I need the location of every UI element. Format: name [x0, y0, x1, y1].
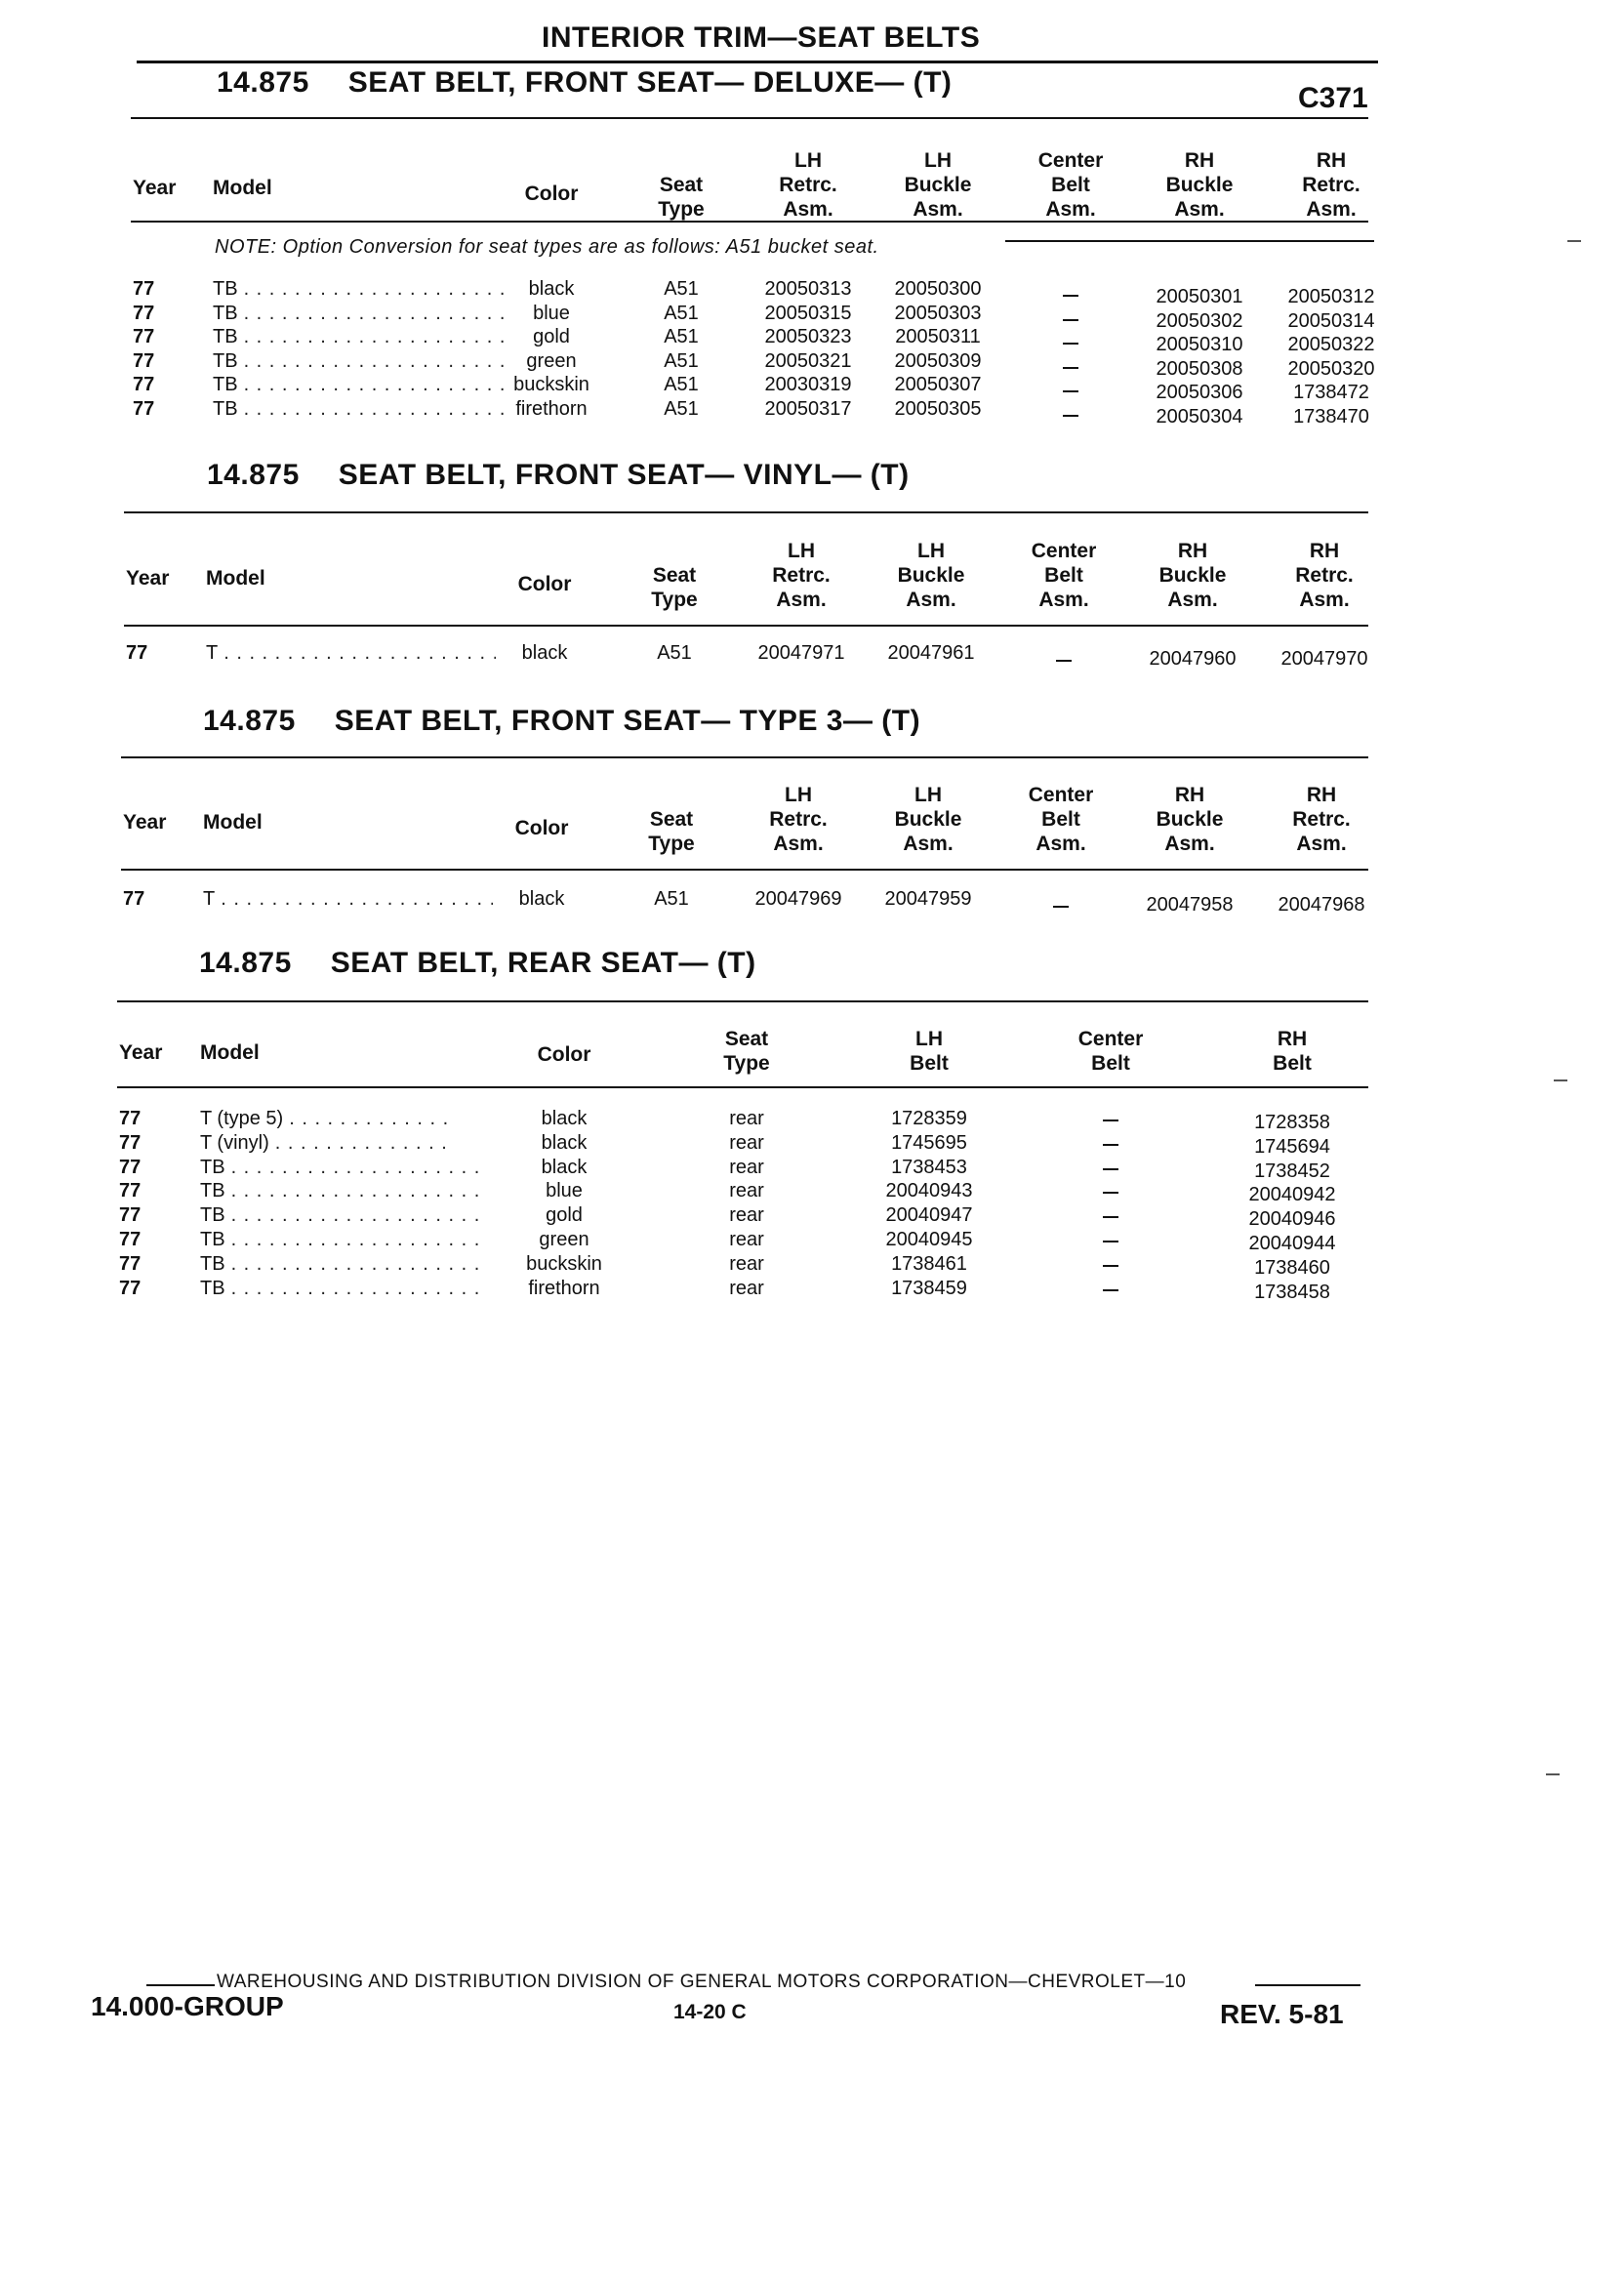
- dash-mark: [1063, 367, 1078, 369]
- seat-type-cell: A51: [657, 642, 692, 664]
- center-cell: [1037, 1278, 1184, 1300]
- part-number-cell: 20050322: [1287, 334, 1375, 355]
- dot-leader: [231, 1204, 483, 1227]
- part-number-cell: 1728359: [891, 1108, 967, 1129]
- part-number-cell: 20050301: [1156, 286, 1243, 307]
- center-cell: [1037, 1180, 1184, 1202]
- section-top-rule: [124, 511, 1368, 513]
- part-number-cell: 1738461: [891, 1252, 967, 1275]
- header-rule: [117, 1086, 1368, 1088]
- dash-mark: [1103, 1192, 1118, 1194]
- part-number-cell: 1745694: [1254, 1135, 1330, 1158]
- year-cell: 77: [133, 349, 155, 372]
- year-cell: 77: [119, 1252, 142, 1275]
- dot-leader: [231, 1180, 483, 1202]
- column-header: Center Belt Asm.: [1031, 540, 1097, 611]
- dash-mark: [1103, 1120, 1118, 1121]
- center-cell: [1037, 1204, 1184, 1227]
- dash-mark: [1053, 906, 1069, 908]
- center-cell: [1037, 1157, 1184, 1179]
- part-number-cell: 20050305: [894, 397, 982, 420]
- column-header: LH Retrc. Asm.: [769, 784, 828, 855]
- seat-type-cell: A51: [664, 326, 699, 347]
- page-title: INTERIOR TRIM—SEAT BELTS: [542, 21, 981, 54]
- year-cell: 77: [119, 1156, 142, 1178]
- model-cell: [206, 642, 496, 665]
- center-cell: [997, 307, 1144, 330]
- model-cell: [200, 1108, 455, 1130]
- part-number-cell: 20050300: [894, 278, 982, 300]
- header-rule: [131, 221, 1368, 223]
- model-text: TB: [213, 326, 238, 347]
- year-cell: 77: [133, 278, 155, 300]
- footer-rule-left: [146, 1984, 215, 1986]
- part-number-cell: 20040942: [1248, 1184, 1336, 1206]
- year-cell: 77: [119, 1131, 142, 1154]
- year-cell: 77: [133, 326, 155, 347]
- part-number-cell: 20050309: [894, 349, 982, 372]
- dot-leader: [231, 1278, 483, 1300]
- model-cell: [213, 398, 506, 421]
- center-cell: [997, 379, 1144, 401]
- section-title: [217, 66, 952, 100]
- part-number-cell: 20050313: [764, 278, 852, 300]
- section-top-rule: [117, 1000, 1368, 1002]
- section-top-rule: [121, 756, 1368, 758]
- seat-type-cell: A51: [654, 888, 689, 910]
- column-header: Center Belt Asm.: [1028, 784, 1094, 855]
- model-text: TB: [200, 1252, 225, 1275]
- section-name: SEAT BELT, REAR SEAT— (T): [330, 947, 756, 979]
- color-cell: blue: [546, 1180, 583, 1202]
- dash-mark: [1063, 319, 1078, 321]
- seat-type-cell: A51: [664, 278, 699, 300]
- part-number-cell: 1738472: [1293, 382, 1369, 403]
- part-number-cell: 20050308: [1156, 357, 1243, 380]
- column-header: Model: [206, 567, 265, 590]
- part-number-cell: 20050302: [1156, 309, 1243, 332]
- color-cell: black: [541, 1131, 588, 1154]
- dash-mark: [1063, 415, 1078, 417]
- footer-group: 14.000-GROUP: [91, 1991, 284, 2021]
- center-cell: [997, 403, 1144, 426]
- column-header: Center Belt: [1077, 1028, 1144, 1075]
- model-cell: [200, 1253, 483, 1276]
- seat-type-cell: rear: [729, 1156, 764, 1178]
- dot-leader: [289, 1108, 455, 1130]
- year-cell: 77: [133, 397, 155, 420]
- column-header: Model: [213, 177, 272, 199]
- dot-leader: [244, 278, 506, 301]
- part-number-cell: 20040943: [885, 1180, 973, 1202]
- section-name: SEAT BELT, FRONT SEAT— DELUXE— (T): [347, 66, 953, 99]
- column-header: Year: [133, 177, 177, 199]
- part-number-cell: 20050317: [764, 397, 852, 420]
- seat-type-cell: rear: [729, 1131, 764, 1154]
- part-number-cell: 20047969: [754, 888, 842, 910]
- part-number-cell: 20047970: [1280, 648, 1368, 670]
- part-number-cell: 20050310: [1156, 334, 1243, 355]
- model-text: T (vinyl): [200, 1131, 269, 1154]
- dash-mark: [1063, 343, 1078, 345]
- part-number-cell: 20050314: [1287, 309, 1375, 332]
- part-number-cell: 20040946: [1248, 1208, 1336, 1231]
- column-header: Seat Type: [658, 174, 705, 221]
- color-cell: black: [541, 1156, 588, 1178]
- column-header: Color: [524, 183, 579, 205]
- seat-type-cell: A51: [664, 302, 699, 324]
- seat-type-cell: rear: [729, 1277, 764, 1299]
- part-number-cell: 20050323: [764, 326, 852, 347]
- column-header: LH Retrc. Asm.: [779, 149, 837, 221]
- year-cell: 77: [119, 1277, 142, 1299]
- dash-mark: [1056, 660, 1072, 662]
- edge-mark: [1554, 1079, 1567, 1081]
- page-code: C371: [1298, 82, 1368, 114]
- seat-type-cell: rear: [729, 1229, 764, 1250]
- model-text: TB: [213, 397, 238, 420]
- section-title: [199, 947, 756, 980]
- part-number-cell: 20050315: [764, 302, 852, 324]
- model-cell: [213, 374, 506, 396]
- model-text: TB: [200, 1204, 225, 1227]
- color-cell: blue: [533, 302, 570, 324]
- column-header: Year: [123, 811, 167, 834]
- part-number-cell: 20047958: [1146, 894, 1234, 916]
- dot-leader: [275, 1132, 452, 1155]
- column-header: RH Belt: [1273, 1028, 1312, 1075]
- center-cell: [991, 648, 1137, 671]
- header-rule: [121, 869, 1368, 871]
- column-header: Color: [517, 573, 572, 595]
- dot-leader: [244, 350, 506, 373]
- model-cell: [213, 326, 506, 348]
- model-cell: [200, 1204, 483, 1227]
- edge-mark: [1567, 240, 1581, 242]
- column-header: RH Retrc. Asm.: [1292, 784, 1351, 855]
- part-number-cell: 1738470: [1293, 405, 1369, 428]
- color-cell: green: [539, 1229, 589, 1250]
- part-number-cell: 20050304: [1156, 405, 1243, 428]
- model-text: T: [206, 642, 219, 664]
- dash-mark: [1063, 295, 1078, 297]
- center-cell: [997, 283, 1144, 305]
- column-header: RH Buckle Asm.: [1158, 540, 1227, 611]
- section-name: SEAT BELT, FRONT SEAT— VINYL— (T): [338, 459, 910, 491]
- model-text: TB: [213, 278, 238, 300]
- column-header: RH Buckle Asm.: [1156, 784, 1224, 855]
- model-text: T: [203, 888, 216, 910]
- color-cell: firethorn: [528, 1277, 600, 1299]
- seat-type-cell: rear: [729, 1204, 764, 1227]
- dash-mark: [1103, 1265, 1118, 1267]
- year-cell: 77: [119, 1180, 142, 1202]
- dot-leader: [244, 398, 506, 421]
- part-number-cell: 20047968: [1278, 894, 1365, 916]
- model-cell: [200, 1132, 452, 1155]
- part-number-cell: 1738458: [1254, 1281, 1330, 1303]
- center-cell: [988, 894, 1134, 916]
- part-number-cell: 20047971: [757, 642, 845, 664]
- color-cell: green: [526, 349, 577, 372]
- dash-mark: [1103, 1144, 1118, 1146]
- column-header: Seat Type: [651, 564, 698, 611]
- dash-mark: [1063, 390, 1078, 392]
- dot-leader: [223, 642, 496, 665]
- model-text: T (type 5): [200, 1108, 284, 1129]
- model-cell: [200, 1180, 483, 1202]
- seat-type-cell: A51: [664, 349, 699, 372]
- dash-mark: [1103, 1241, 1118, 1242]
- dot-leader: [244, 374, 506, 396]
- part-number-cell: 20050312: [1287, 286, 1375, 307]
- center-cell: [997, 331, 1144, 353]
- part-number-cell: 20050320: [1287, 357, 1375, 380]
- seat-type-cell: rear: [729, 1180, 764, 1202]
- dash-mark: [1103, 1216, 1118, 1218]
- center-cell: [997, 355, 1144, 378]
- part-number-cell: 1745695: [891, 1131, 967, 1154]
- model-cell: [203, 888, 493, 911]
- column-header: Color: [537, 1043, 591, 1066]
- section-top-rule: [131, 117, 1368, 119]
- color-cell: buckskin: [513, 374, 589, 395]
- footer-division-text: WAREHOUSING AND DISTRIBUTION DIVISION OF GENERAL MOTORS CORPORATION—CHEVROLET—10: [217, 1972, 1187, 1992]
- center-cell: [1037, 1253, 1184, 1276]
- color-cell: gold: [533, 326, 570, 347]
- footer-revision: REV. 5-81: [1220, 1999, 1344, 2029]
- color-cell: gold: [546, 1204, 583, 1227]
- part-number-cell: 20050321: [764, 349, 852, 372]
- center-cell: [1037, 1108, 1184, 1130]
- footer-rule-right: [1255, 1984, 1360, 1986]
- model-text: TB: [200, 1156, 225, 1178]
- section-number: 14.875: [217, 66, 309, 99]
- column-header: Year: [126, 567, 170, 590]
- model-text: TB: [200, 1180, 225, 1202]
- seat-type-cell: A51: [664, 397, 699, 420]
- model-text: TB: [200, 1277, 225, 1299]
- part-number-cell: 20030319: [764, 374, 852, 395]
- column-header: LH Retrc. Asm.: [772, 540, 831, 611]
- model-cell: [200, 1229, 483, 1251]
- part-number-cell: 1728358: [1254, 1112, 1330, 1133]
- header-rule: [124, 625, 1368, 627]
- column-header: Seat Type: [648, 808, 695, 855]
- dot-leader: [231, 1253, 483, 1276]
- edge-mark: [1546, 1773, 1560, 1775]
- year-cell: 77: [133, 374, 155, 395]
- part-number-cell: 20050306: [1156, 382, 1243, 403]
- column-header: RH Retrc. Asm.: [1302, 149, 1360, 221]
- column-header: LH Belt: [910, 1028, 949, 1075]
- part-number-cell: 1738452: [1254, 1160, 1330, 1182]
- column-header: LH Buckle Asm.: [897, 540, 965, 611]
- section-number: 14.875: [199, 947, 292, 979]
- dash-mark: [1103, 1168, 1118, 1170]
- part-number-cell: 20040947: [885, 1204, 973, 1227]
- part-number-cell: 1738453: [891, 1156, 967, 1178]
- part-number-cell: 20040945: [885, 1229, 973, 1250]
- column-header: LH Buckle Asm.: [904, 149, 972, 221]
- section-number: 14.875: [207, 459, 300, 491]
- column-header: LH Buckle Asm.: [894, 784, 962, 855]
- column-header: Model: [200, 1041, 260, 1064]
- dot-leader: [244, 326, 506, 348]
- color-cell: black: [521, 642, 568, 664]
- model-cell: [200, 1278, 483, 1300]
- column-header: RH Retrc. Asm.: [1295, 540, 1354, 611]
- color-cell: buckskin: [526, 1252, 602, 1275]
- part-number-cell: 20050311: [895, 326, 981, 347]
- column-header: RH Buckle Asm.: [1165, 149, 1234, 221]
- section-title: [203, 705, 920, 738]
- title-rule: [137, 61, 1378, 63]
- model-text: TB: [213, 349, 238, 372]
- year-cell: 77: [119, 1229, 142, 1250]
- model-text: TB: [213, 302, 238, 324]
- part-number-cell: 20047961: [887, 642, 975, 664]
- year-cell: 77: [123, 888, 145, 910]
- dot-leader: [221, 888, 493, 911]
- model-cell: [213, 350, 506, 373]
- part-number-cell: 1738460: [1254, 1256, 1330, 1279]
- section-number: 14.875: [203, 705, 296, 737]
- color-cell: black: [518, 888, 565, 910]
- dot-leader: [244, 303, 506, 325]
- table-note: NOTE: Option Conversion for seat types are as follows: A51 bucket seat.: [215, 236, 879, 258]
- dot-leader: [231, 1157, 483, 1179]
- note-rule: [1005, 240, 1374, 242]
- model-cell: [213, 278, 506, 301]
- color-cell: firethorn: [515, 397, 588, 420]
- part-number-cell: 20050303: [894, 302, 982, 324]
- part-number-cell: 20040944: [1248, 1233, 1336, 1254]
- model-text: TB: [200, 1229, 225, 1250]
- year-cell: 77: [119, 1108, 142, 1129]
- model-cell: [200, 1157, 483, 1179]
- column-header: Model: [203, 811, 263, 834]
- part-number-cell: 1738459: [891, 1277, 967, 1299]
- seat-type-cell: rear: [729, 1252, 764, 1275]
- footer-page-number: 14-20 C: [673, 2001, 747, 2023]
- color-cell: black: [541, 1108, 588, 1129]
- year-cell: 77: [133, 302, 155, 324]
- seat-type-cell: rear: [729, 1108, 764, 1129]
- part-number-cell: 20047959: [884, 888, 972, 910]
- seat-type-cell: A51: [664, 374, 699, 395]
- dot-leader: [231, 1229, 483, 1251]
- center-cell: [1037, 1229, 1184, 1251]
- color-cell: black: [528, 278, 575, 300]
- part-number-cell: 20047960: [1149, 648, 1237, 670]
- model-cell: [213, 303, 506, 325]
- center-cell: [1037, 1132, 1184, 1155]
- year-cell: 77: [119, 1204, 142, 1227]
- column-header: Color: [514, 817, 569, 839]
- column-header: Year: [119, 1041, 163, 1064]
- section-name: SEAT BELT, FRONT SEAT— TYPE 3— (T): [334, 705, 921, 737]
- column-header: Center Belt Asm.: [1037, 149, 1104, 221]
- part-number-cell: 20050307: [894, 374, 982, 395]
- dash-mark: [1103, 1289, 1118, 1291]
- model-text: TB: [213, 374, 238, 395]
- year-cell: 77: [126, 642, 148, 664]
- section-title: [207, 459, 910, 492]
- column-header: Seat Type: [723, 1028, 770, 1075]
